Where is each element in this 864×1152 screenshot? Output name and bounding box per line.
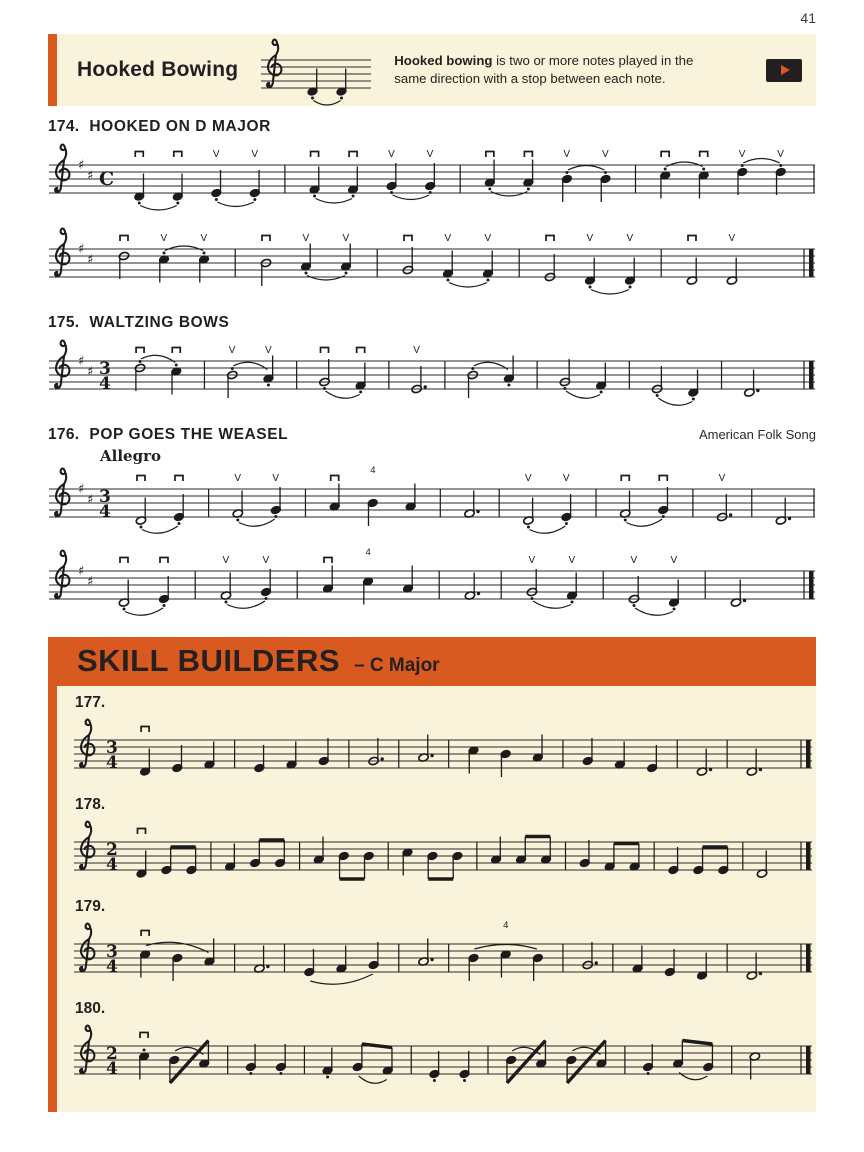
svg-text:♯: ♯ xyxy=(87,252,94,268)
svg-text:V: V xyxy=(562,473,570,484)
svg-text:V: V xyxy=(630,555,638,566)
svg-text:♯: ♯ xyxy=(87,364,94,380)
svg-text:V: V xyxy=(426,149,434,160)
exercise-number: 174. xyxy=(48,118,80,135)
svg-text:C: C xyxy=(99,168,115,190)
music-system-svg xyxy=(48,139,816,223)
music-system-svg xyxy=(73,1020,813,1100)
svg-text:V: V xyxy=(251,149,259,160)
definition-body: is two or more notes played in the same direction with a stop between each note. xyxy=(394,53,694,86)
svg-text:V: V xyxy=(234,473,242,484)
svg-text:4: 4 xyxy=(365,547,371,558)
svg-text:V: V xyxy=(728,233,736,244)
svg-text:V: V xyxy=(601,149,609,160)
svg-text:V: V xyxy=(528,555,536,566)
svg-text:4: 4 xyxy=(99,374,111,394)
svg-text:V: V xyxy=(272,473,280,484)
exercise-number: 175. xyxy=(48,314,80,331)
svg-text:V: V xyxy=(342,233,350,244)
exercise-block xyxy=(48,118,816,307)
definition-text xyxy=(394,52,696,88)
svg-text:4: 4 xyxy=(106,957,118,977)
skill-exercise-number: 180. xyxy=(75,1000,106,1017)
svg-text:3: 3 xyxy=(106,942,118,962)
play-button[interactable] xyxy=(766,59,802,82)
svg-text:2: 2 xyxy=(106,1044,118,1064)
music-system-svg xyxy=(73,918,813,998)
page-number: 41 xyxy=(800,10,816,26)
skill-builders-subtitle: – C Major xyxy=(354,655,440,676)
exercise-heading xyxy=(48,118,816,138)
skill-exercise-block xyxy=(73,796,802,896)
svg-text:V: V xyxy=(586,233,594,244)
svg-text:V: V xyxy=(484,233,492,244)
tempo-marking: Allegro xyxy=(100,447,161,465)
svg-text:V: V xyxy=(718,473,726,484)
exercise-list xyxy=(48,118,816,627)
skill-exercise-number: 178. xyxy=(75,796,106,813)
definition-term: Hooked bowing xyxy=(394,53,493,69)
svg-text:V: V xyxy=(264,345,272,356)
svg-text:3: 3 xyxy=(99,487,111,507)
svg-text:V: V xyxy=(160,233,168,244)
svg-text:♯: ♯ xyxy=(87,168,94,184)
svg-text:V: V xyxy=(777,149,784,160)
svg-text:2: 2 xyxy=(106,840,118,860)
exercise-credit: American Folk Song xyxy=(698,427,816,442)
music-system-svg xyxy=(48,463,816,545)
exercise-heading xyxy=(48,426,816,446)
exercise-block xyxy=(48,314,816,419)
svg-text:V: V xyxy=(262,555,270,566)
skill-builders-section xyxy=(48,637,816,1112)
svg-text:4: 4 xyxy=(106,753,118,773)
svg-text:4: 4 xyxy=(370,465,376,476)
svg-text:V: V xyxy=(212,149,220,160)
svg-text:V: V xyxy=(738,149,746,160)
music-system-svg xyxy=(48,223,816,307)
music-system-svg xyxy=(73,816,813,896)
hooked-bowing-header xyxy=(48,34,816,106)
exercise-title: HOOKED ON D MAJOR xyxy=(89,118,271,135)
svg-text:V: V xyxy=(444,233,452,244)
music-system-svg xyxy=(48,545,816,627)
svg-text:V: V xyxy=(302,233,310,244)
skill-exercise-number: 179. xyxy=(75,898,106,915)
svg-text:V: V xyxy=(228,345,236,356)
svg-text:V: V xyxy=(524,473,532,484)
exercise-number: 176. xyxy=(48,426,80,443)
page-title: Hooked Bowing xyxy=(77,58,239,81)
svg-text:♯: ♯ xyxy=(78,482,85,497)
svg-text:♯: ♯ xyxy=(87,574,94,590)
svg-text:4: 4 xyxy=(99,502,111,522)
play-icon xyxy=(781,65,790,75)
exercise-title: WALTZING BOWS xyxy=(89,314,230,331)
svg-text:4: 4 xyxy=(106,855,118,875)
exercise-title: POP GOES THE WEASEL xyxy=(89,426,289,443)
skill-exercise-block xyxy=(73,898,802,998)
skill-exercise-block xyxy=(73,1000,802,1100)
svg-text:♯: ♯ xyxy=(78,564,85,579)
music-system-svg xyxy=(48,335,816,419)
svg-text:♯: ♯ xyxy=(78,354,85,369)
svg-text:V: V xyxy=(388,149,395,160)
svg-text:♯: ♯ xyxy=(87,492,94,508)
exercise-heading xyxy=(48,314,816,334)
svg-text:4: 4 xyxy=(106,1059,118,1079)
svg-text:V: V xyxy=(670,555,678,566)
hooked-bowing-example-staff xyxy=(260,34,372,112)
svg-text:V: V xyxy=(563,149,571,160)
music-system-svg xyxy=(260,34,372,112)
svg-text:3: 3 xyxy=(99,359,111,379)
skill-exercise-block xyxy=(73,694,802,794)
exercise-block xyxy=(48,426,816,627)
svg-text:♯: ♯ xyxy=(78,158,85,173)
skill-exercise-number: 177. xyxy=(75,694,106,711)
skill-builders-exercise-list xyxy=(57,686,816,1112)
svg-text:V: V xyxy=(222,555,230,566)
svg-text:3: 3 xyxy=(106,738,118,758)
svg-text:4: 4 xyxy=(503,920,509,931)
svg-text:V: V xyxy=(413,345,420,356)
svg-text:V: V xyxy=(568,555,576,566)
skill-builders-banner xyxy=(57,637,816,686)
music-system-svg xyxy=(73,714,813,794)
svg-text:V: V xyxy=(200,233,208,244)
svg-text:V: V xyxy=(626,233,634,244)
skill-builders-title: SKILL BUILDERS xyxy=(77,643,341,678)
svg-text:♯: ♯ xyxy=(78,242,85,257)
